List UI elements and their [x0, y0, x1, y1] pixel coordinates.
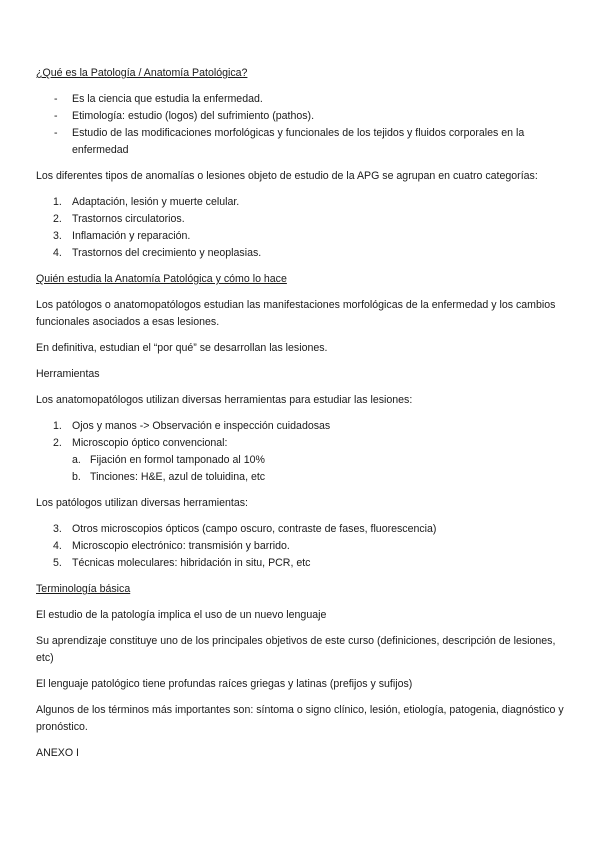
tools-list — [36, 418, 566, 452]
paragraph: Los patólogos utilizan diversas herramientas: — [36, 497, 248, 509]
categories-intro: Los diferentes tipos de anomalías o lesiones objeto de estudio de la APG se agrupan en cuatro categorías: — [36, 170, 538, 182]
list-item — [36, 469, 566, 486]
dash-marker: - — [54, 127, 58, 139]
list-item — [36, 435, 566, 452]
paragraph: Algunos de los términos más importantes son: síntoma o signo clínico, lesión, etiología, patogenia, diagnóstico y pronóstico. — [36, 704, 564, 733]
paragraph: En definitiva, estudian el “por qué” se desarrollan las lesiones. — [36, 342, 328, 354]
number-marker: 4. — [53, 247, 62, 259]
number-marker: 3. — [53, 230, 62, 242]
paragraph: El estudio de la patología implica el uso de un nuevo lenguaje — [36, 609, 327, 621]
section-heading-who-studies: Quién estudia la Anatomía Patológica y cómo lo hace — [36, 273, 287, 285]
number-marker: 2. — [53, 213, 62, 225]
definition-list — [36, 91, 566, 159]
list-item-text: Fijación en formol tamponado al 10% — [90, 454, 265, 466]
list-item-text: Técnicas moleculares: hibridación in situ, PCR, etc — [72, 557, 311, 569]
list-item — [36, 245, 566, 262]
list-item — [36, 418, 566, 435]
list-item — [36, 125, 566, 159]
list-item — [36, 211, 566, 228]
list-item-text: Estudio de las modificaciones morfológicas y funcionales de los tejidos y fluidos corporales en la enfermedad — [72, 127, 525, 156]
list-item — [36, 452, 566, 469]
number-marker: 1. — [53, 420, 62, 432]
number-marker: 2. — [53, 437, 62, 449]
number-marker: 1. — [53, 196, 62, 208]
list-item — [36, 194, 566, 211]
list-item — [36, 91, 566, 108]
list-item-text: Otros microscopios ópticos (campo oscuro, contraste de fases, fluorescencia) — [72, 523, 437, 535]
list-item-text: Trastornos del crecimiento y neoplasias. — [72, 247, 262, 259]
list-item-text: Inflamación y reparación. — [72, 230, 191, 242]
list-item — [36, 108, 566, 125]
letter-marker: a. — [72, 454, 81, 466]
list-item-text: Etimología: estudio (logos) del sufrimiento (pathos). — [72, 110, 315, 122]
paragraph: Los patólogos o anatomopatólogos estudian las manifestaciones morfológicas de la enfermedad y los cambios funcionales asociados a esas lesiones. — [36, 299, 556, 328]
list-item-text: Adaptación, lesión y muerte celular. — [72, 196, 240, 208]
paragraph: Los anatomopatólogos utilizan diversas herramientas para estudiar las lesiones: — [36, 394, 413, 406]
number-marker: 5. — [53, 557, 62, 569]
section-heading-what-is: ¿Qué es la Patología / Anatomía Patológica? — [36, 67, 248, 79]
annex-label: ANEXO I — [36, 747, 79, 759]
list-item — [36, 228, 566, 245]
dash-marker: - — [54, 110, 58, 122]
paragraph: Su aprendizaje constituye uno de los principales objetivos de este curso (definiciones, descripción de lesiones, etc) — [36, 635, 556, 664]
dash-marker: - — [54, 93, 58, 105]
list-item — [36, 521, 566, 538]
letter-marker: b. — [72, 471, 81, 483]
document-body — [36, 65, 566, 771]
paragraph: El lenguaje patológico tiene profundas raíces griegas y latinas (prefijos y sufijos) — [36, 678, 413, 690]
number-marker: 3. — [53, 523, 62, 535]
list-item-text: Ojos y manos -> Observación e inspección cuidadosas — [72, 420, 331, 432]
list-item-text: Microscopio electrónico: transmisión y barrido. — [72, 540, 290, 552]
categories-list — [36, 194, 566, 262]
list-item-text: Trastornos circulatorios. — [72, 213, 185, 225]
list-item-text: Es la ciencia que estudia la enfermedad. — [72, 93, 263, 105]
section-heading-terminology: Terminología básica — [36, 583, 131, 595]
microscope-sublist — [36, 452, 566, 486]
list-item-text: Tinciones: H&E, azul de toluidina, etc — [90, 471, 266, 483]
list-item — [36, 538, 566, 555]
tools-list-continued — [36, 521, 566, 572]
list-item-text: Microscopio óptico convencional: — [72, 437, 228, 449]
number-marker: 4. — [53, 540, 62, 552]
list-item — [36, 555, 566, 572]
section-heading-tools: Herramientas — [36, 368, 100, 380]
